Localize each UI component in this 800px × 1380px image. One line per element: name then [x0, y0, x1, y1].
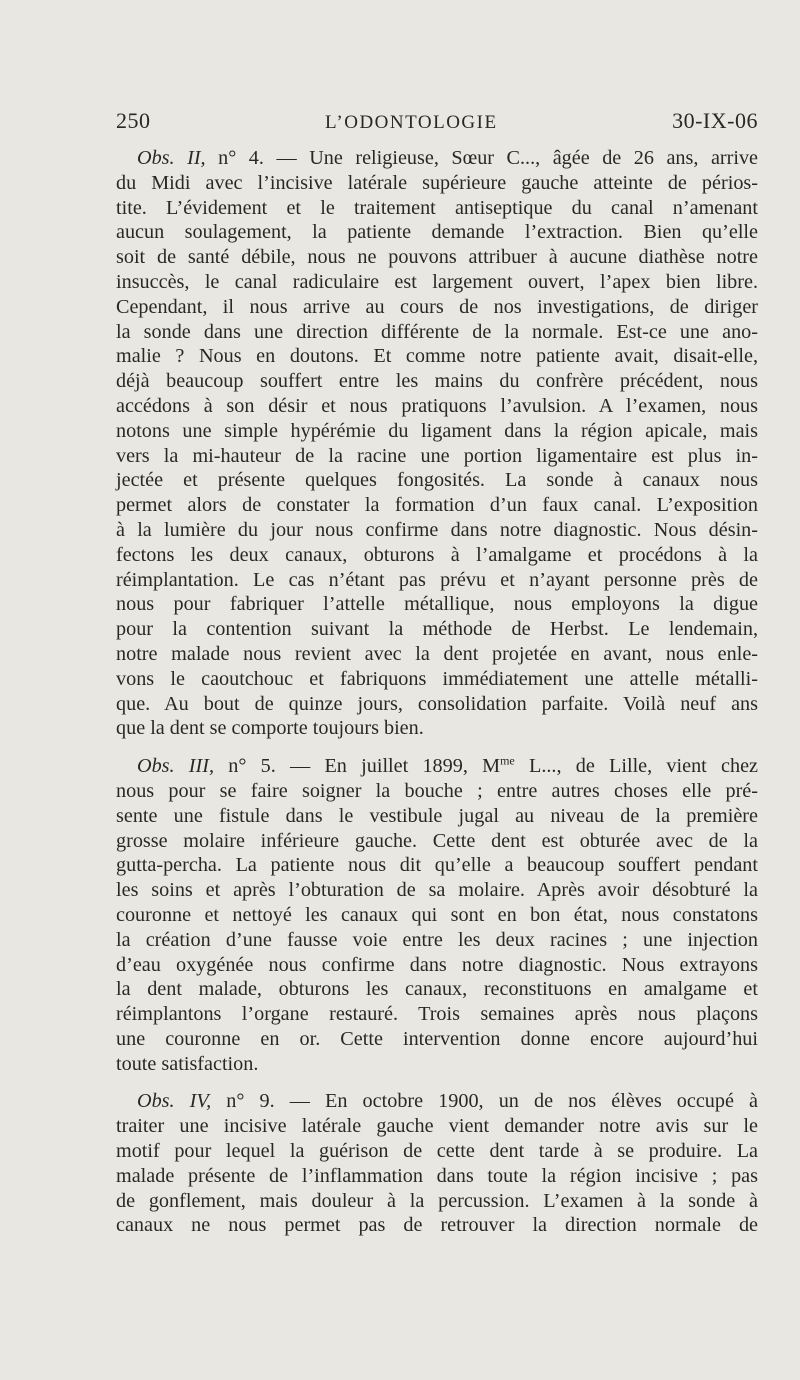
text-line: traiter une incisive latérale gauche vient demander notre avis sur le [116, 1115, 758, 1138]
text-line: gutta-percha. La patiente nous dit qu’elle a beaucoup souffert pendant [116, 854, 758, 877]
text-line: motif pour lequel la guérison de cette dent tarde à se produire. La [116, 1140, 758, 1163]
text-line: notons une simple hypérémie du ligament dans la région apicale, mais [116, 419, 758, 442]
article-body [116, 146, 758, 1238]
text-line: permet alors de constater la formation d’un faux canal. L’exposition [116, 494, 758, 517]
observation-2 [116, 146, 758, 741]
text-line: la création d’une fausse voie entre les deux racines ; une injection [116, 928, 758, 951]
text-line: Obs. III, n° 5. — En juillet 1899, $M^{me}$ L..., de Lille, vient chez [137, 753, 758, 778]
text-line: malade présente de l’inflammation dans toute la région incisive ; pas [116, 1164, 758, 1187]
observation-number: n° 9. [226, 1090, 275, 1113]
text-line: une couronne en or. Cette intervention donne encore aujourd’hui [116, 1027, 758, 1050]
text-line: grosse molaire inférieure gauche. Cette dent est obturée avec de la [116, 829, 758, 852]
text-line: fectons les deux canaux, obturons à l’amalgame et procédons à la [116, 543, 758, 566]
text-line: réimplantation. Le cas n’étant pas prévu et n’ayant personne près de [116, 568, 758, 591]
text-line: soit de santé débile, nous ne pouvons attribuer à aucune diathèse notre [116, 246, 758, 269]
text-line: malie ? Nous en doutons. Et comme notre patiente avait, disait-elle, [116, 345, 758, 368]
text-line: réimplantons l’organe restauré. Trois semaines après nous plaçons [116, 1003, 758, 1026]
observation-4 [116, 1089, 758, 1238]
observation-lead: Obs. II, [137, 147, 206, 169]
text-line: tite. L’évidement et le traitement antiseptique du canal n’amenant [116, 196, 758, 219]
page-number: 250 [116, 108, 151, 133]
text-line: déjà beaucoup souffert entre les mains du confrère précédent, nous [116, 370, 758, 393]
running-header [116, 108, 758, 134]
text-line: à la lumière du jour nous confirme dans notre diagnostic. Nous désin- [116, 518, 758, 541]
text-line: Obs. II, n° 4. — Une religieuse, Sœur C..., âgée de 26 ans, arrive [137, 147, 759, 169]
text-line: sente une fistule dans le vestibule jugal au niveau de la première [116, 804, 758, 827]
text-line: notre malade nous revient avec la dent projetée en avant, nous enle- [116, 642, 758, 665]
text-line: accédons à son désir et nous pratiquons l’avulsion. A l’examen, nous [116, 394, 758, 417]
issue-date: 30-IX-06 [672, 108, 758, 133]
text-line: la dent malade, obturons les canaux, reconstituons en amalgame et [116, 978, 758, 1001]
text-line: que. Au bout de quinze jours, consolidation parfaite. Voilà neuf ans [116, 692, 758, 715]
text-line: Obs. IV, n° 9. — En octobre 1900, un de nos élèves occupé à [137, 1090, 759, 1113]
observation-3 [116, 754, 758, 1076]
text-line: Cependant, il nous arrive au cours de nos investigations, de diriger [116, 295, 758, 318]
text-line: vers la mi-hauteur de la racine une portion ligamentaire est plus in- [116, 444, 758, 467]
text-line: canaux ne nous permet pas de retrouver la direction normale de [116, 1214, 758, 1237]
text-line: nous pour fabriquer l’attelle métallique, nous employons la digue [116, 593, 758, 616]
text-line: d’eau oxygénée nous confirme dans notre diagnostic. Nous extrayons [116, 953, 758, 976]
text-line: les soins et après l’obturation de sa molaire. Après avoir désobturé la [116, 879, 758, 902]
observation-number: n° 5. [228, 755, 276, 778]
text-line: nous pour se faire soigner la bouche ; entre autres choses elle pré- [116, 779, 758, 802]
text-line: pour la contention suivant la méthode de Herbst. Le lendemain, [116, 618, 758, 641]
text-line: aucun soulagement, la patiente demande l’extraction. Bien qu’elle [116, 221, 758, 244]
text-line: couronne et nettoyé les canaux qui sont en bon état, nous constatons [116, 903, 758, 926]
observation-lead: Obs. III, [137, 755, 215, 778]
observation-number: n° 4. [218, 147, 264, 169]
running-title: L’ODONTOLOGIE [325, 112, 498, 133]
text-line: toute satisfaction. [116, 1052, 259, 1075]
text-line: la sonde dans une direction différente de la normale. Est-ce une ano- [116, 320, 758, 343]
observation-lead: Obs. IV, [137, 1090, 212, 1113]
text-line: jectée et présente quelques fongosités. La sonde à canaux nous [116, 469, 758, 492]
text-line: du Midi avec l’incisive latérale supérieure gauche atteinte de périos- [116, 171, 758, 194]
text-line: de gonflement, mais douleur à la percussion. L’examen à la sonde à [116, 1189, 758, 1212]
text-line: insuccès, le canal radiculaire est largement ouvert, l’apex bien libre. [116, 270, 758, 293]
text-line: que la dent se comporte toujours bien. [116, 717, 424, 740]
text-line: vons le caoutchouc et fabriquons immédiatement une attelle métalli- [116, 667, 758, 690]
